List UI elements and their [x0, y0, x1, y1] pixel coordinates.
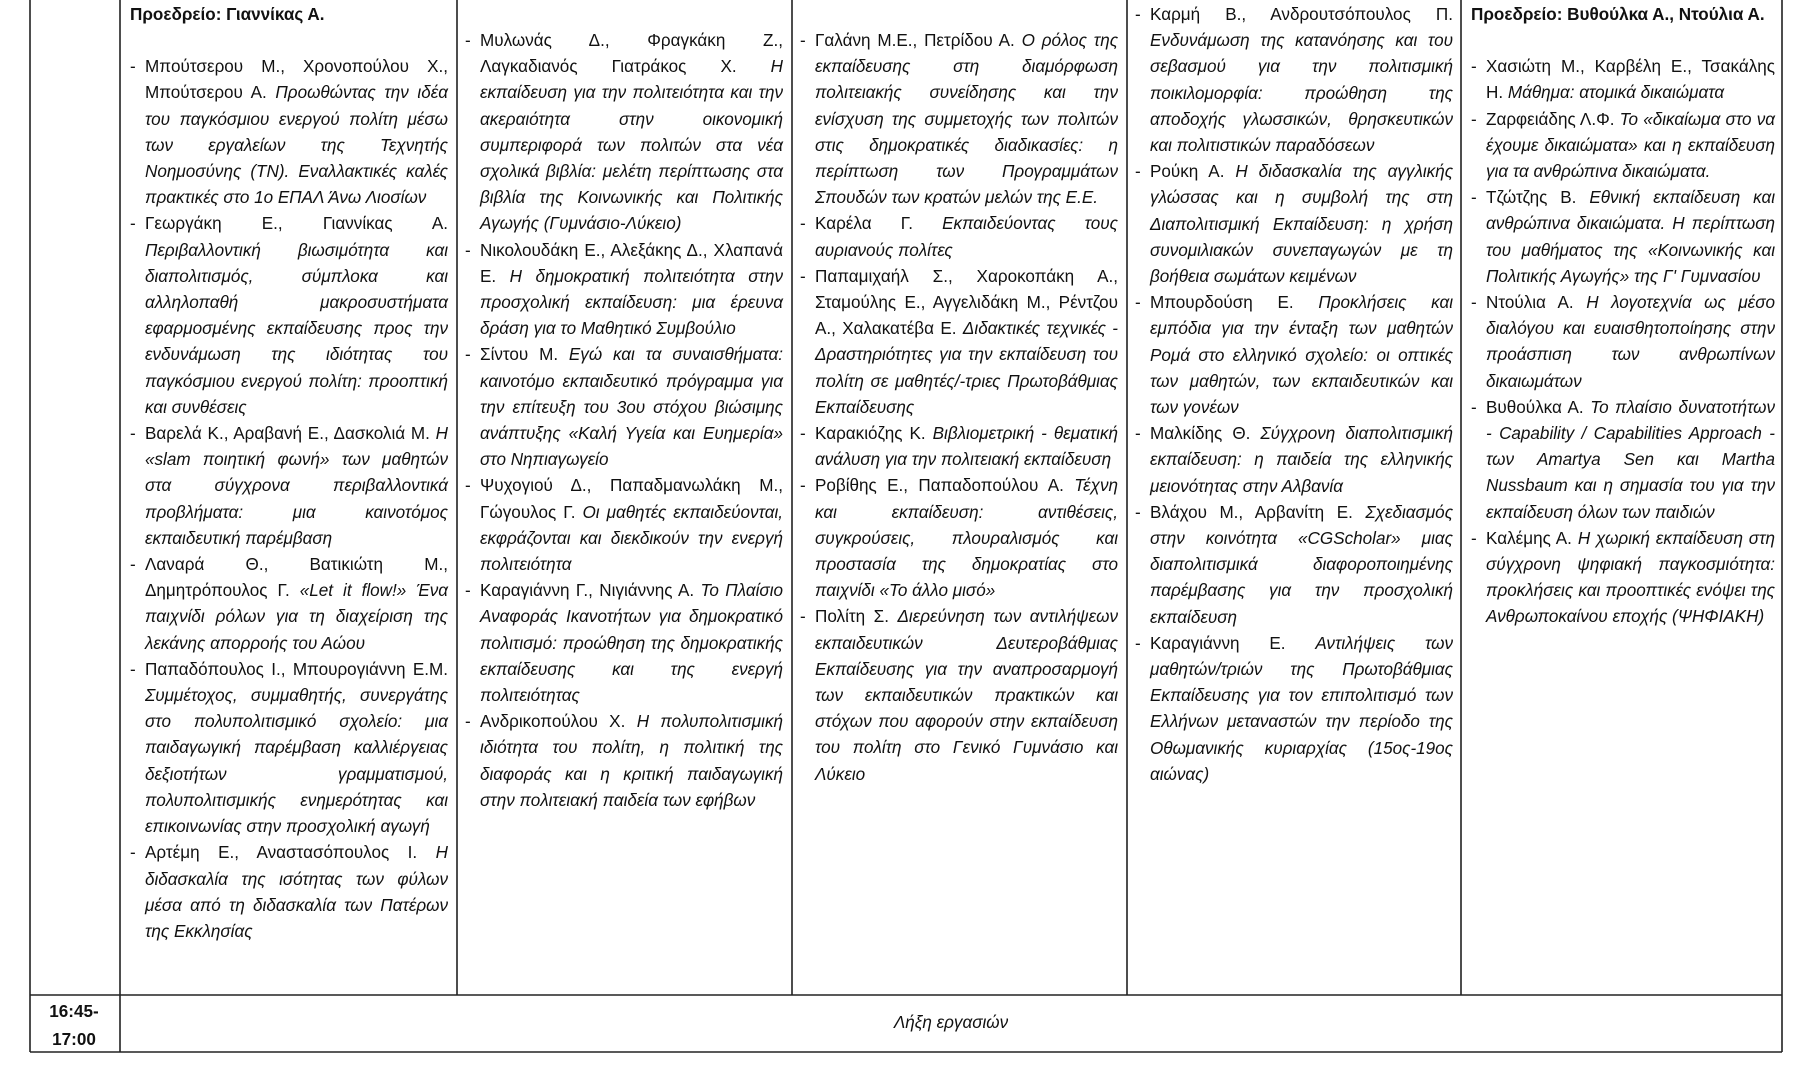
presentation-authors: Καρακιόζης Κ.	[815, 424, 926, 444]
time-end: 17:00	[52, 1030, 96, 1049]
presentation-item	[1471, 54, 1775, 106]
presentation-authors: Παπαμιχαήλ Σ., Χαροκοπάκη Α., Σταμούλης Ε., Αγγελιδάκη Μ., Ρέντζου Α., Χαλακατέβα Ε.	[815, 266, 1118, 339]
presentation-title: Μάθημα: ατομικά δικαιώματα	[1507, 83, 1725, 103]
presentation-authors: Μπoύτσερου Μ., Χρονοπούλου Χ., Μπούτσερου Α.	[145, 57, 448, 103]
presentation-item	[1471, 107, 1775, 186]
presentation-title: Η πολυπολιτισμική ιδιότητα του πολίτη, η πολιτική της διαφοράς και η κριτική παιδαγωγική στην πολιτειακή παιδεία των εφήβων	[480, 712, 784, 810]
presentation-authors: Καραγιάννη Ε.	[1150, 633, 1286, 653]
presentation-title: Προκλήσεις και εμπόδια για την ένταξη των μαθητών Ρομά στο ελληνικό σχολείο: οι οπτικές των μαθητών, των εκπαιδευτικών και των γονέων	[1150, 293, 1454, 418]
presentation-list	[1135, 2, 1453, 788]
presentation-title: Το πλαίσιο δυνατοτήτων - Capability / Capabilities Approach - των Amartya Sen και Martha Nussbaum και η σημασία του για την εκπαίδευση όλων των παιδιών	[1486, 397, 1775, 522]
presentation-item	[130, 211, 448, 421]
presentation-title: Περιβαλλοντική βιωσιμότητα και διαπολιτισμός, σύμπλοκα και αλληλοπαθή μακροσυστήματα εφαρμοσμένης εκπαίδευσης προς την ενδυνάμωση της ιδιότητας του παγκόσμιου ενεργού πολίτη: προοπτική και συνθέσεις	[145, 240, 448, 417]
presentation-title: Σχεδιασμός στην κοινότητα «CGScholar» μιας διαπολιτισμικά διαφοροποιημένης παρέμβασης για την προσχολική εκπαίδευση	[1150, 502, 1454, 627]
presentation-title: Το «δικαίωμα στο να έχουμε δικαιώματα» και η εκπαίδευση για τα ανθρώπινα δικαιώματα.	[1486, 109, 1775, 182]
presentation-item	[465, 238, 783, 343]
presentation-item	[1471, 185, 1775, 290]
presentation-authors: Βυθούλκα Α.	[1486, 397, 1584, 417]
presentation-item	[800, 28, 1118, 211]
presentation-list	[1471, 54, 1775, 630]
presentation-authors: Καρέλα Γ.	[815, 214, 913, 234]
presentation-authors: Μυλωνάς Δ., Φραγκάκη Ζ., Λαγκαδιανός Γιατράκος Χ.	[480, 31, 783, 77]
presentation-item	[1135, 500, 1453, 631]
presentation-authors: Μαλκίδης Θ.	[1150, 424, 1251, 444]
presentation-item	[1135, 290, 1453, 421]
presentation-authors: Γαλάνη Μ.Ε., Πετρίδου Α.	[815, 31, 1015, 50]
presentation-title: «Let it flow!» Ένα παιχνίδι ρόλων για τη διαχείριση της λεκάνης απορροής του Αώου	[145, 581, 448, 653]
presentation-authors: Μπουρδούση Ε.	[1150, 293, 1294, 313]
session-column-4	[1135, 2, 1453, 788]
presentation-authors: Σίντου Μ.	[480, 345, 559, 365]
presentation-item	[465, 578, 783, 709]
presentation-authors: Ψυχογιού Δ., Παπαδμανωλάκη Μ., Γώγουλος Γ.	[480, 476, 783, 522]
presentation-authors: Βλάχου Μ., Αρβανίτη Ε.	[1150, 502, 1353, 522]
presentation-item	[130, 657, 448, 840]
presentation-title: Η λογοτεχνία ως μέσο διαλόγου και ευαισθητοποίησης στην προάσπιση των ανθρωπίνων δικαιωμάτων	[1486, 293, 1776, 391]
presentation-item	[1471, 526, 1775, 631]
presentation-authors: Χασιώτη Μ., Καρβέλη Ε., Τσακάλης Η.	[1486, 57, 1775, 103]
presentation-item	[465, 709, 783, 814]
presentation-title: Σύγχρονη διαπολιτισμική εκπαίδευση: η παιδεία της ελληνικής μειονότητας στην Αλβανία	[1150, 424, 1453, 496]
presentation-authors: Πολίτη Σ.	[815, 607, 889, 627]
presentation-authors: Καλέμης Α.	[1486, 528, 1572, 548]
presentation-item	[130, 840, 448, 945]
presentation-title: Η διδασκαλία της αγγλικής γλώσσας και η συμβολή της στη Διαπολιτισμική Εκπαίδευση: η χρήση συνομιλιακών συνεπαγωγών με τη βοήθεια σωμάτων κειμένων	[1150, 162, 1454, 287]
presentation-item	[465, 28, 783, 238]
session-column-1	[130, 2, 448, 945]
presentation-list	[130, 54, 448, 945]
presentation-item	[800, 264, 1118, 421]
presentation-authors: Ντούλια Α.	[1486, 293, 1574, 313]
presentation-item	[800, 604, 1118, 787]
presentation-list	[800, 28, 1118, 788]
presentation-title: Η διδασκαλία της ισότητας των φύλων μέσα από τη διδασκαλία των Πατέρων της Εκκλησίας	[145, 843, 448, 941]
presentation-item	[465, 473, 783, 578]
presentation-item	[130, 54, 448, 211]
presentation-list	[465, 28, 783, 814]
presentation-item	[800, 211, 1118, 263]
presentation-authors: Ανδρικοπούλου Χ.	[480, 712, 626, 732]
presentation-authors: Αρτέμη Ε., Αναστασόπουλος Ι.	[145, 843, 418, 863]
presentation-title: Εθνική εκπαίδευση και ανθρώπινα δικαιώματα. Η περίπτωση του μαθήματος της «Κοινωνικής και Πολιτικής Αγωγής» της Γ' Γυμνασίου	[1486, 188, 1775, 286]
presentation-item	[130, 552, 448, 657]
session-column-3	[800, 28, 1118, 788]
presentation-item	[1135, 2, 1453, 159]
presentation-title: Οι μαθητές εκπαιδεύονται, εκφράζονται και διεκδικούν την ενεργή πολιτειότητα	[480, 502, 783, 575]
presentation-item	[800, 421, 1118, 473]
presentation-authors: Τζώτζης Β.	[1486, 188, 1577, 208]
presentation-item	[1471, 290, 1775, 395]
presentation-title: Εγώ και τα συναισθήματα: καινοτόμο εκπαιδευτικό πρόγραμμα για την επίτευξη του 3ου στόχου βιώσιμης ανάπτυξης «Καλή Υγεία και Ευημερία» στο Νηπιαγωγείο	[480, 345, 783, 470]
presentation-title: Η εκπαίδευση για την πολιτειότητα και την ακεραιότητα στην οικονομική συμπεριφορά των πολιτών στα νέα σχολικά βιβλία: μελέτη περίπτωσης στα βιβλία της Κοινωνικής και Πολιτικής Αγωγής (Γυμνάσιο-Λύκειο)	[480, 57, 783, 234]
presentation-title: Διδακτικές τεχνικές - Δραστηριότητες για την εκπαίδευση του πολίτη σε μαθητές/-τριες Πρωτοβάθμιας Εκπαίδευσης	[815, 319, 1119, 417]
session-column-5	[1471, 2, 1775, 631]
presentation-title: Η χωρική εκπαίδευση στη σύγχρονη ψηφιακή παγκοσμιότητα: προκλήσεις και προοπτικές ενόψει της Ανθρωποκαίνου εποχής (ΨΗΦΙΑΚΗ)	[1486, 528, 1776, 627]
time-slot	[30, 998, 118, 1054]
presentation-title: Διερεύνηση των αντιλήψεων εκπαιδευτικών Δευτεροβάθμιας Εκπαίδευσης για την αναπροσαρμογή των εκπαιδευτικών πρακτικών και στόχων που αφορούν στην εκπαίδευση του πολίτη στο Γενικό Γυμνάσιο και Λύκειο	[815, 607, 1118, 784]
presentation-title: Ενδυνάμωση της κατανόησης και του σεβασμού για την πολιτισμική ποικιλομορφία: προώθηση της αποδοχής γλωσσικών, θρησκευτικών και πολιτιστικών παραδόσεων	[1150, 31, 1453, 156]
presentation-item	[1135, 159, 1453, 290]
presentation-item	[1135, 421, 1453, 500]
presentation-title: Η «slam ποιητική φωνή» των μαθητών στα σύγχρονα περιβαλλοντικά προβλήματα: μια καινοτόμος εκπαιδευτική παρέμβαση	[145, 424, 448, 548]
presentation-title: Συμμέτοχος, συμμαθητής, συνεργάτης στο πολυπολιτισμικό σχολείο: μια παιδαγωγική παρέμβαση καλλιέργειας δεξιοτήτων γραμματισμού, πολυπολιτισμικής ενημερότητας και επικοινωνίας στην προσχολική αγωγή	[145, 686, 448, 837]
presentation-title: Εκπαιδεύοντας τους αυριανούς πολίτες	[815, 214, 1118, 260]
session-chair: Προεδρείο: Γιαννίκας Α.	[130, 5, 325, 24]
presentation-authors: Ροβίθης Ε., Παπαδοπούλου Α.	[815, 476, 1064, 496]
presentation-item	[800, 473, 1118, 604]
presentation-authors: Ρούκη Α.	[1150, 162, 1225, 182]
presentation-item	[1471, 395, 1775, 526]
presentation-item	[1135, 631, 1453, 788]
presentation-authors: Γεωργάκη Ε., Γιαννίκας Α.	[145, 214, 448, 234]
presentation-title: Το Πλαίσιο Αναφοράς Ικανοτήτων για δημοκρατικό πολιτισμό: προώθηση της δημοκρατικής εκπαίδευσης και της ενεργή πολιτειότητας	[480, 581, 783, 706]
presentation-authors: Ζαρφειάδης Λ.Φ.	[1486, 109, 1615, 129]
presentation-title: Αντιλήψεις των μαθητών/τριών της Πρωτοβάθμιας Εκπαίδευσης για τον επιπολιτισμό των Ελλήνων μεταναστών την περίοδο της Οθωμανικής κυριαρχίας (15ος-19ος αιώνας)	[1150, 633, 1453, 784]
presentation-item	[130, 421, 448, 552]
presentation-title: Ο ρόλος της εκπαίδευσης στη διαμόρφωση πολιτειακής συνείδησης και την ενίσχυση της συμμετοχής των πολιτών στις δημοκρατικές διαδικασίες: η περίπτωση των Προγραμμάτων Σπουδών των κρατών μελών της Ε.Ε.	[815, 31, 1119, 208]
presentation-authors: Βαρελά Κ., Αραβανή Ε., Δασκολιά Μ.	[145, 424, 430, 444]
time-start: 16:45-	[49, 1002, 99, 1021]
session-column-2	[465, 28, 783, 814]
presentation-title: Βιβλιομετρική - θεματική ανάλυση για την πολιτειακή εκπαίδευση	[815, 424, 1118, 470]
presentation-title: Προωθώντας την ιδέα του παγκόσμιου ενεργού πολίτη μέσω των εργαλείων της Τεχνητής Νοημοσύνης (ΤΝ). Εναλλακτικές καλές πρακτικές στο 1ο ΕΠΑΛ Άνω Λιοσίων	[145, 83, 448, 208]
presentation-authors: Παπαδόπουλος Ι., Μπουρογιάννη Ε.Μ.	[145, 659, 448, 679]
presentation-authors: Λαναρά Θ., Βατικιώτη Μ., Δημητρόπουλος Γ.	[145, 555, 448, 601]
presentation-title: Η δημοκρατική πολιτειότητα στην προσχολική εκπαίδευση: μια έρευνα δράση για το Μαθητικό Συμβούλιο	[480, 266, 783, 339]
session-closing: Λήξη εργασιών	[893, 1013, 1009, 1032]
presentation-authors: Νικολουδάκη Ε., Αλεξάκης Δ., Χλαπανά Ε.	[480, 240, 783, 286]
presentation-title: Τέχνη και εκπαίδευση: αντιθέσεις, συγκρούσεις, πλουραλισμός και προστασία της δημοκρατίας στο παιχνίδι «Το άλλο μισό»	[815, 476, 1119, 601]
presentation-authors: Καρμή Β., Ανδρουτσόπουλος Π.	[1150, 5, 1453, 24]
presentation-item	[465, 342, 783, 473]
session-chair: Προεδρείο: Βυθούλκα Α., Ντούλια Α.	[1471, 5, 1765, 24]
presentation-authors: Καραγιάννη Γ., Νιγιάννης Α.	[480, 581, 695, 601]
